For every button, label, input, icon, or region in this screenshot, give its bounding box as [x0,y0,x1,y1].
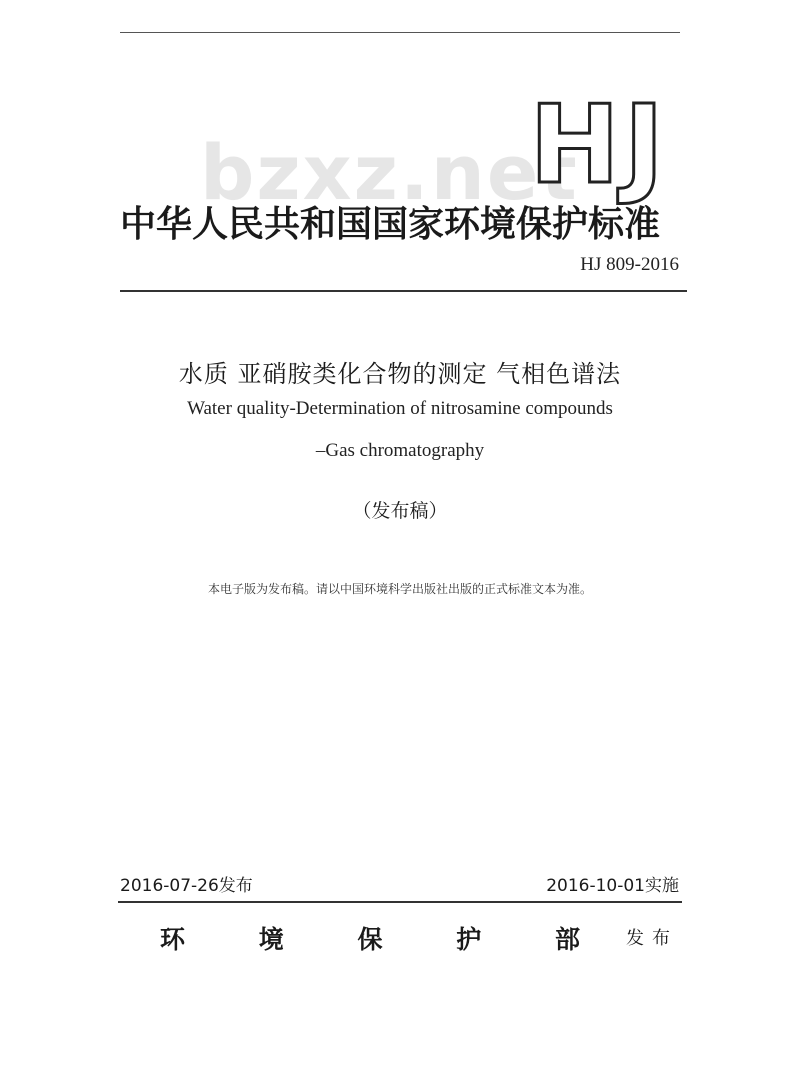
header-divider [120,290,687,292]
release-date: 2016-07-26发布 [120,876,253,896]
standard-code: HJ 809-2016 [580,254,679,275]
hj-logo: HJ [529,83,668,208]
publisher-char: 境 [258,925,284,954]
footer-divider [118,901,682,903]
top-divider [120,32,680,33]
document-title-cn: 水质 亚硝胺类化合物的测定 气相色谱法 [178,360,622,388]
draft-label: （发布稿） [352,500,448,522]
standard-title: 中华人民共和国国家环境保护标准 [120,204,661,245]
watermark-text: bzxz.net [200,128,579,217]
publisher-name [160,920,580,956]
publisher-char: 保 [357,925,383,954]
document-title-en-line1: Water quality-Determination of nitrosamine compounds [187,398,613,419]
publish-verb: 发布 [626,928,678,949]
implementation-date: 2016-10-01实施 [546,876,679,896]
publisher-char: 护 [456,925,482,954]
publisher-char: 部 [554,925,580,954]
publisher-char: 环 [160,925,186,954]
notice-text: 本电子版为发布稿。请以中国环境科学出版社出版的正式标准文本为准。 [207,582,592,596]
document-title-en-line2: –Gas chromatography [315,440,485,461]
